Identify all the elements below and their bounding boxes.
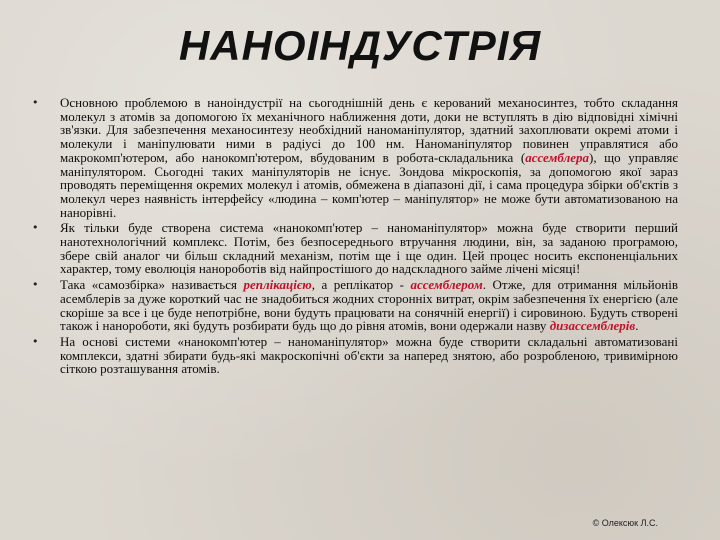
bullet-icon: • — [32, 221, 39, 235]
bullet-paragraph-3 — [28, 278, 678, 333]
paragraph-text: . Отже, для отримання мільйонів асемблерів за дуже короткий час не знадобиться жодних сторонніх витрат, окрім забезпечення їх енергією (але скоріше за все і це буде непотрібне, вони будуть працювати на сонячній енергії) і сировиною. Будуть створені також і нанороботи, які будуть розбирати будь що до рівня атомів, вони одержали назву — [60, 277, 678, 334]
bullet-paragraph-2 — [28, 221, 678, 276]
bullet-icon: • — [32, 334, 39, 348]
paragraph-text: ), що управляє маніпулятором. Сьогодні таких маніпуляторів не існує. Зондова мікроскопія, за допомогою якої зараз проводять переміщення окремих молекул і атомів, обмежена в діапазоні дії, і сама процедура збірки об'єктів з молекул через наявність інтерфейсу «людина – комп'ютер – маніпулятор» не може бути автоматизованою на нанорівні. — [60, 149, 678, 220]
footer-credit: © Олексюк Л.С. — [592, 518, 658, 528]
bullet-icon: • — [32, 278, 39, 292]
highlight-term: дизассемблерів — [549, 318, 636, 334]
paragraph-text: , а реплікатор - — [311, 277, 411, 293]
highlight-term: ассемблера — [525, 149, 590, 165]
bullet-paragraph-1 — [28, 96, 678, 219]
highlight-term: ассемблером — [410, 277, 483, 293]
bullet-list — [28, 96, 678, 378]
bullet-paragraph-4 — [28, 335, 678, 376]
paragraph-text: Така «самозбірка» називається — [60, 277, 244, 293]
paragraph-text: Як тільки буде створена система «нанокомп'ютер – наноманіпулятор» можна буде створити перший нанотехнологічний комплекс. Потім, без безпосереднього втручання людини, він, за заданою програмою, збере свій аналог чи більш складний механізм, потім ще і ще один. Цей процес носить експоненціальних характер, тому еволюція нанороботів від найпростішого до надскладного займе лічені місяці! — [60, 220, 678, 277]
slide-title: НАНОІНДУСТРІЯ — [178, 22, 542, 69]
paragraph-text: . — [635, 318, 639, 334]
bullet-icon: • — [32, 96, 39, 109]
paragraph-text: На основі системи «нанокомп'ютер – наноманіпулятор» можна буде створити складальні автоматизовані комплекси, здатні збирати будь-які макроскопічні об'єкти за наперед знятою, або розробленою, тривимірною сіткою розташування атомів. — [60, 333, 678, 377]
paragraph-text: Основною проблемою в наноіндустрії на сьогоднішній день є керований механосинтез, тобто складання молекул з атомів за допомогою їх механічного наближення доти, доки не вступлять в дію відповідні хімічні зв'язки. Для забезпечення механосинтезу необхідний наноманіпулятор, здатний захоплювати окремі атоми і молекули і маніпулювати ними в радіусі до 100 нм. Наноманіпулятор повинен управлятися або макрокомп'ютером, або нанокомп'ютером, вбудованим в робота-складальника ( — [60, 95, 678, 165]
highlight-term: реплікацією — [243, 277, 312, 293]
